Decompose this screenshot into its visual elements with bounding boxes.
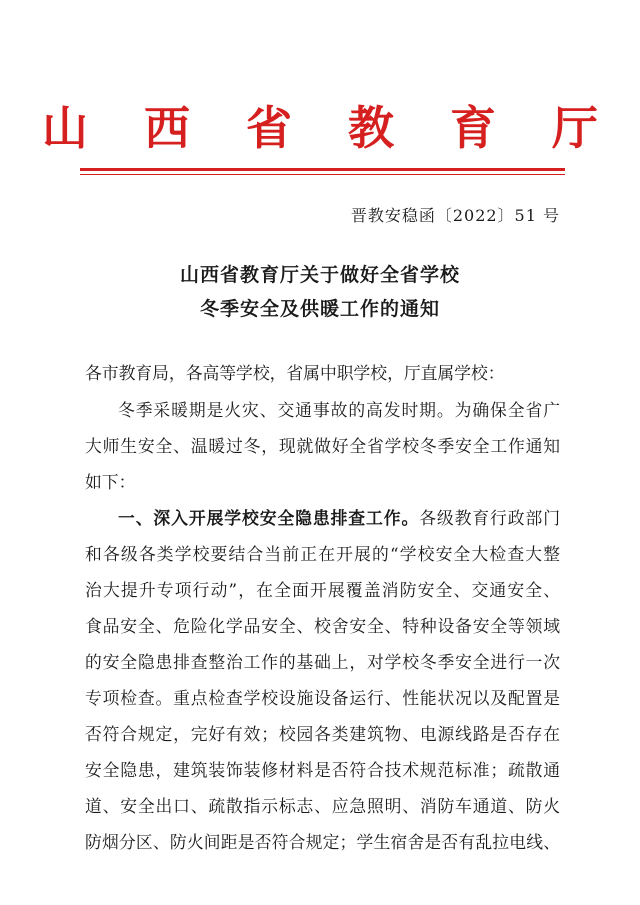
- section-1-line: 治大提升专项行动”，在全面开展覆盖消防安全、交通安全、: [85, 580, 560, 600]
- section-1-line: 食品安全、危险化学品安全、校舍安全、特种设备安全等领域: [85, 616, 560, 636]
- section-1-heading: 一、深入开展学校安全隐患排查工作。: [118, 508, 420, 528]
- letterhead-rule-thick: [80, 168, 565, 171]
- section-1-line: 道、安全出口、疏散指示标志、应急照明、消防车通道、防火: [85, 796, 560, 816]
- section-1-line: 的安全隐患排查整治工作的基础上，对学校冬季安全进行一次: [85, 652, 560, 672]
- letterhead-title: 山 西 省 教 育 厅: [41, 101, 619, 155]
- letterhead-rule-thin: [80, 174, 565, 175]
- addressee-line: 各市教育局，各高等学校，省属中职学校，厅直属学校：: [85, 363, 505, 383]
- document-title-line-2: 冬季安全及供暖工作的通知: [199, 298, 440, 320]
- section-1-line: 否符合规定，完好有效；校园各类建筑物、电源线路是否存在: [85, 724, 560, 744]
- intro-line: 大师生安全、温暖过冬，现就做好全省学校冬季安全工作通知: [85, 436, 560, 456]
- section-1-line: 安全隐患，建筑装饰装修材料是否符合技术规范标准；疏散通: [85, 760, 560, 780]
- section-1-line: 防烟分区、防火间距是否符合规定；学生宿舍是否有乱拉电线、: [85, 832, 560, 852]
- document-number: 晋教安稳函〔2022〕51 号: [350, 206, 560, 225]
- section-1-first-line-rest: 各级教育行政部门: [419, 508, 560, 528]
- section-1-first-line: [118, 505, 560, 529]
- document-title-line-1: 山西省教育厅关于做好全省学校: [179, 264, 460, 286]
- section-1-line: 和各级各类学校要结合当前正在开展的“学校安全大检查大整: [85, 544, 560, 564]
- intro-line: 冬季采暖期是火灾、交通事故的高发时期。为确保全省广: [118, 400, 560, 420]
- section-1-line: 专项检查。重点检查学校设施设备运行、性能状况以及配置是: [85, 688, 560, 708]
- intro-line: 如下：: [85, 472, 136, 492]
